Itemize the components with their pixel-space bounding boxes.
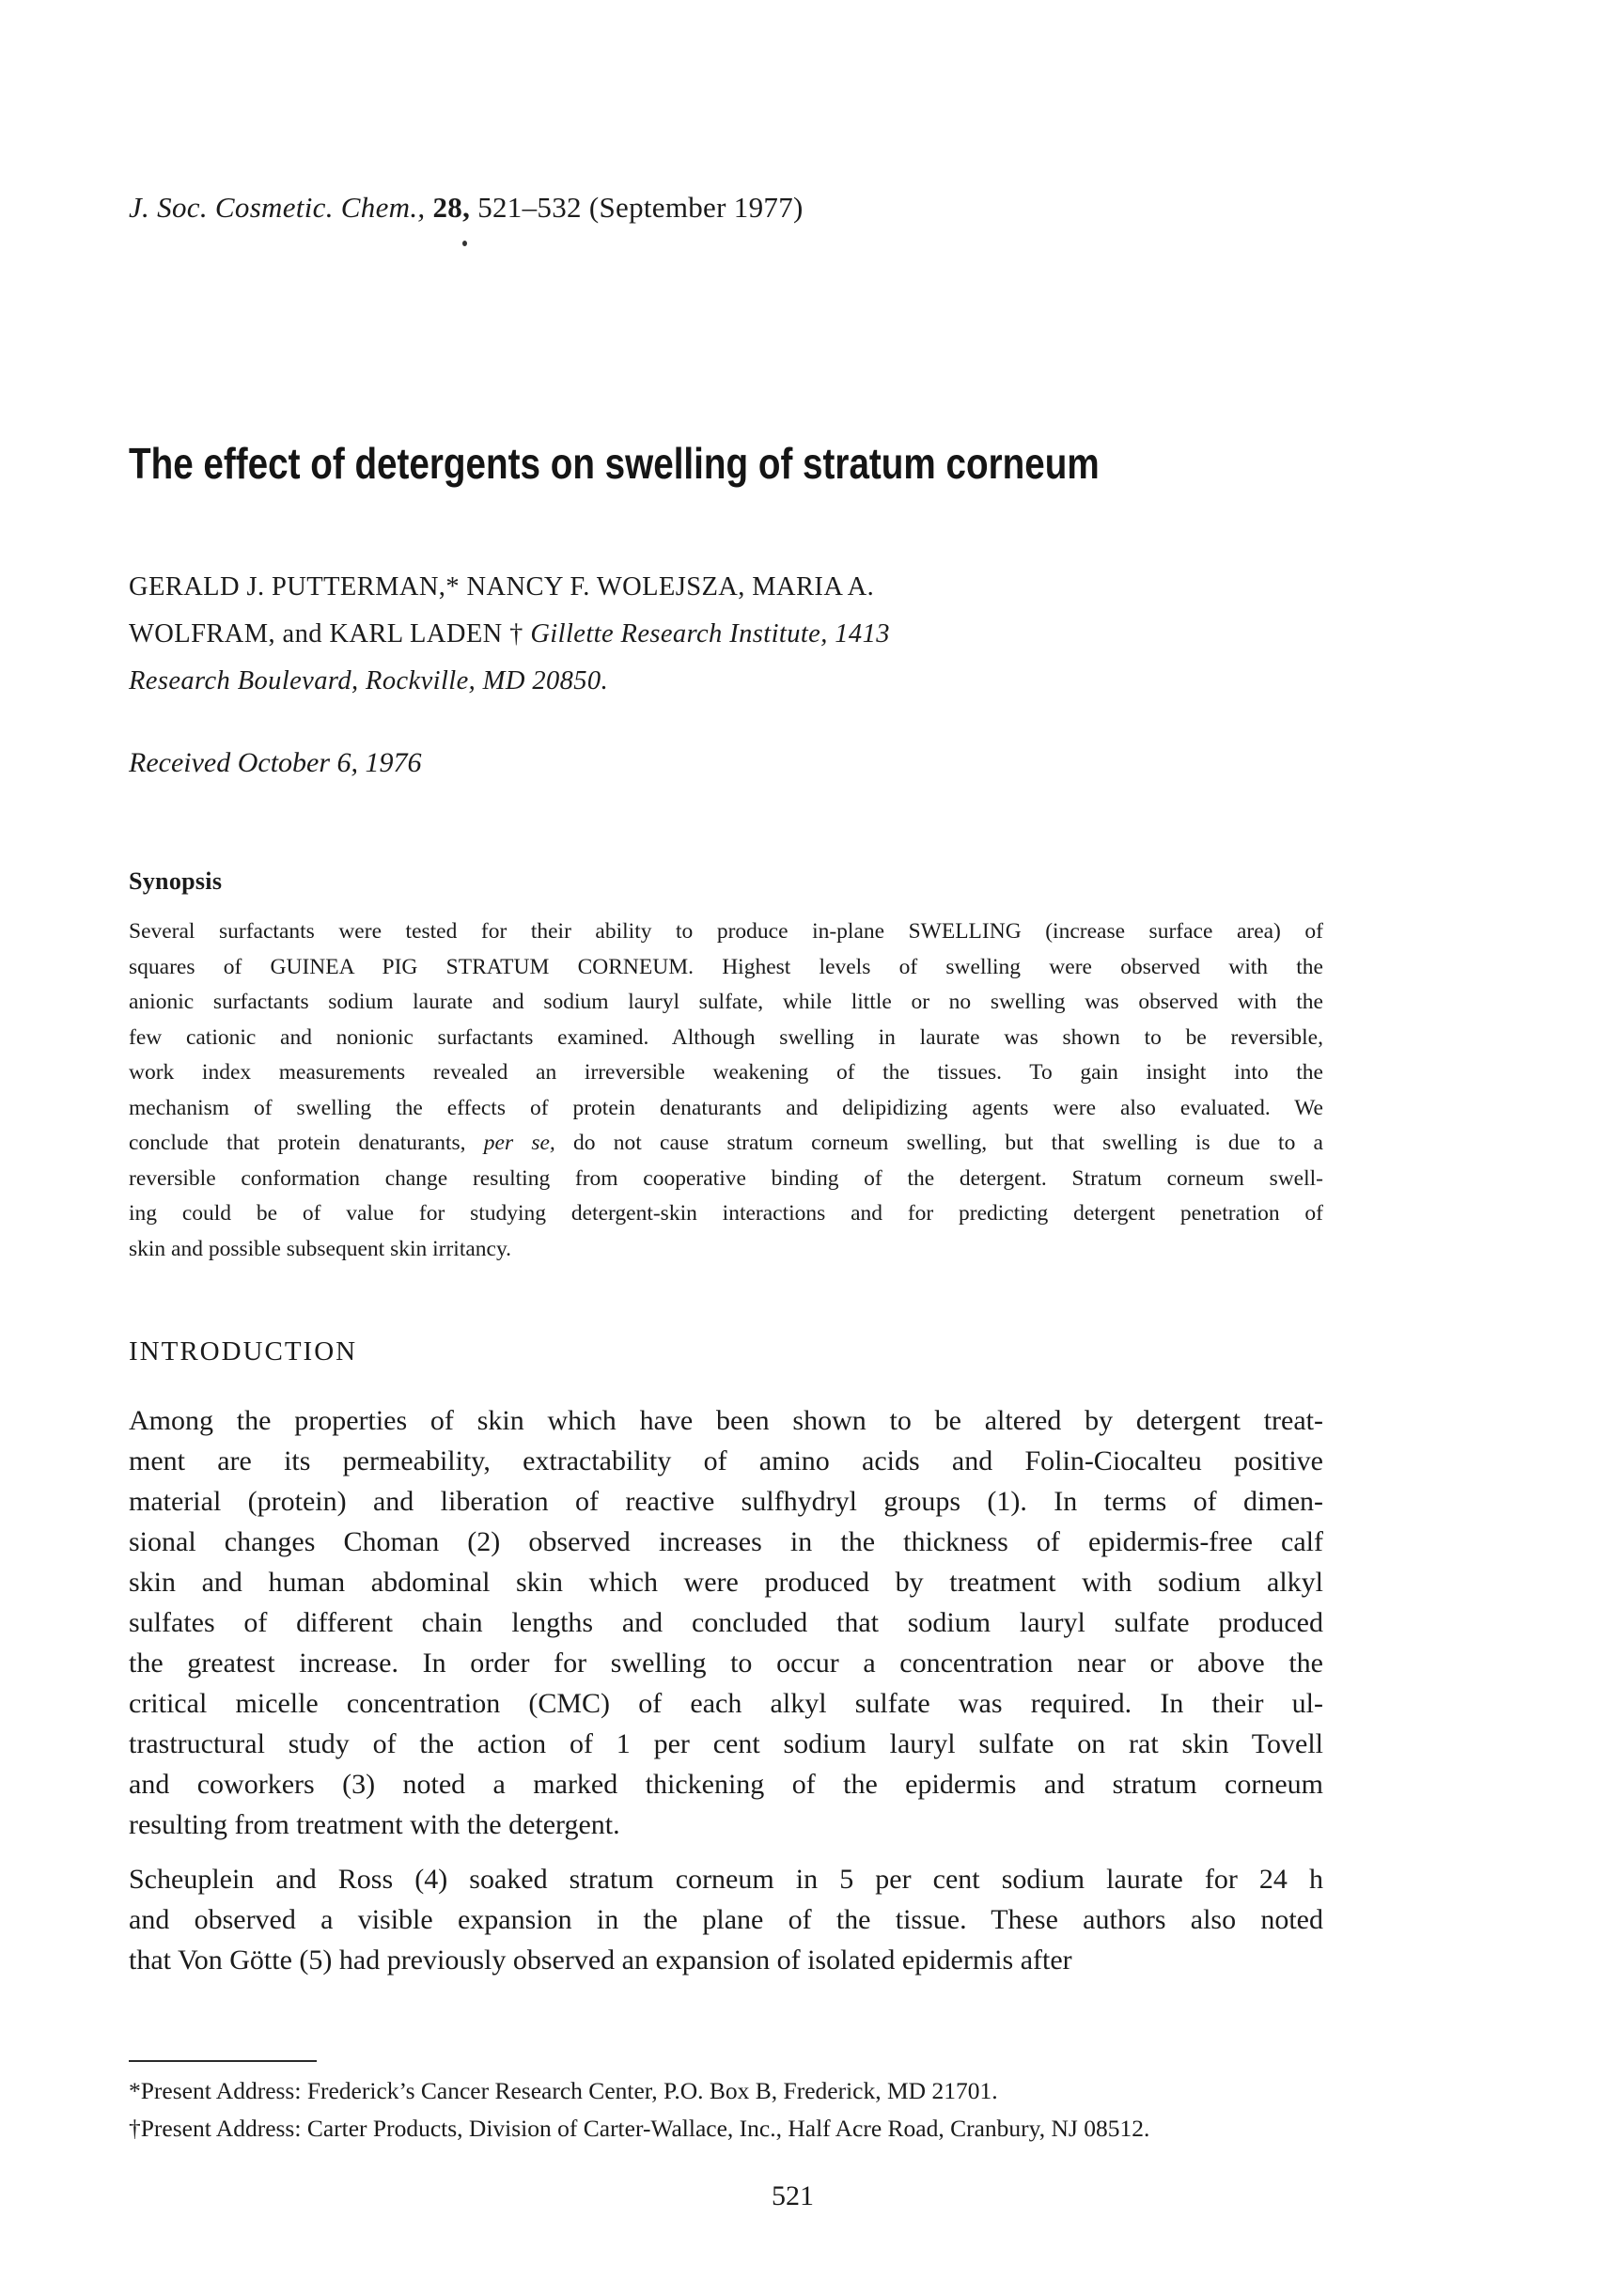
journal-name: J. Soc. Cosmetic. Chem., — [129, 191, 426, 224]
text-line: trastructural study of the action of 1 per cent sodium lauryl sulfate on rat skin Tovell — [129, 1728, 1323, 1759]
text-line: ment are its permeability, extractability of amino acids and Folin-Ciocalteu positive — [129, 1445, 1323, 1476]
page-number: 521 — [772, 2180, 814, 2211]
intro-paragraph-2 — [129, 1859, 1323, 1980]
text-line: resulting from treatment with the detergent. — [129, 1809, 620, 1840]
journal-volume: 28, — [432, 191, 471, 224]
text-line: and coworkers (3) noted a marked thickening of the epidermis and stratum corneum — [129, 1769, 1323, 1800]
scan-speck — [462, 241, 467, 246]
text-line: Several surfactants were tested for their ability to produce in-plane SWELLING (increase surface area) of — [129, 919, 1323, 944]
author-block — [129, 564, 890, 705]
text-line: sulfates of different chain lengths and concluded that sodium lauryl sulfate produced — [129, 1607, 1323, 1638]
journal-pages-date: 521–532 (September 1977) — [477, 191, 804, 224]
text-line: sional changes Choman (2) observed increases in the thickness of epidermis-free calf — [129, 1526, 1323, 1557]
text-line: reversible conformation change resulting from cooperative binding of the detergent. Stratum corneum swell- — [129, 1165, 1323, 1191]
introduction-heading: INTRODUCTION — [129, 1336, 358, 1367]
text-line: ing could be of value for studying detergent-skin interactions and for predicting detergent penetration of — [129, 1201, 1323, 1226]
footnote-line: *Present Address: Frederick’s Cancer Research Center, P.O. Box B, Frederick, MD 21701. — [129, 2077, 998, 2104]
text-line: skin and possible subsequent skin irritancy. — [129, 1236, 512, 1261]
authors-line-2 — [129, 611, 890, 658]
text-line: and observed a visible expansion in the plane of the tissue. These authors also noted — [129, 1904, 1323, 1935]
text-line: few cationic and nonionic surfactants examined. Although swelling in laurate was shown to be reversible, — [129, 1024, 1323, 1050]
received-date: Received October 6, 1976 — [129, 747, 422, 778]
author-names: WOLFRAM, and KARL LADEN † — [129, 619, 523, 648]
synopsis-paragraph — [129, 914, 1323, 1267]
synopsis-heading: Synopsis — [129, 867, 223, 895]
text-line: that Von Götte (5) had previously observed an expansion of isolated epidermis after — [129, 1945, 1072, 1976]
text-line: critical micelle concentration (CMC) of each alkyl sulfate was required. In their ul- — [129, 1688, 1323, 1719]
affiliation: Gillette Research Institute, 1413 — [530, 619, 890, 648]
text-line: mechanism of swelling the effects of protein denaturants and delipidizing agents were also evaluated. We — [129, 1095, 1323, 1120]
affiliation-line: Research Boulevard, Rockville, MD 20850. — [129, 666, 609, 695]
journal-reference — [129, 191, 804, 225]
authors-line-1 — [129, 564, 890, 611]
text-line: the greatest increase. In order for swelling to occur a concentration near or above the — [129, 1648, 1323, 1679]
text-line: squares of GUINEA PIG STRATUM CORNEUM. Highest levels of swelling were observed with the — [129, 954, 1323, 979]
text-line: work index measurements revealed an irreversible weakening of the tissues. To gain insight into the — [129, 1060, 1323, 1085]
text-line: anionic surfactants sodium laurate and sodium lauryl sulfate, while little or no swelling was observed with the — [129, 990, 1323, 1014]
text-line: material (protein) and liberation of reactive sulfhydryl groups (1). In terms of dimen- — [129, 1486, 1323, 1517]
text-line: skin and human abdominal skin which were produced by treatment with sodium alkyl — [129, 1567, 1323, 1598]
footnote-line: †Present Address: Carter Products, Division of Carter-Wallace, Inc., Half Acre Road, Cranbury, NJ 08512. — [129, 2115, 1150, 2142]
author-names: GERALD J. PUTTERMAN,* NANCY F. WOLEJSZA, MARIA A. — [129, 572, 875, 601]
text-line: conclude that protein denaturants, per se, do not cause stratum corneum swelling, but that swelling is due to a — [129, 1131, 1323, 1155]
text-line: Among the properties of skin which have been shown to be altered by detergent treat- — [129, 1405, 1323, 1436]
intro-paragraph-1 — [129, 1400, 1323, 1845]
footnote-rule — [129, 2060, 317, 2062]
text-line: Scheuplein and Ross (4) soaked stratum corneum in 5 per cent sodium laurate for 24 h — [129, 1864, 1323, 1895]
footnotes — [129, 2072, 1149, 2148]
article-title: The effect of detergents on swelling of stratum corneum — [129, 439, 1100, 488]
